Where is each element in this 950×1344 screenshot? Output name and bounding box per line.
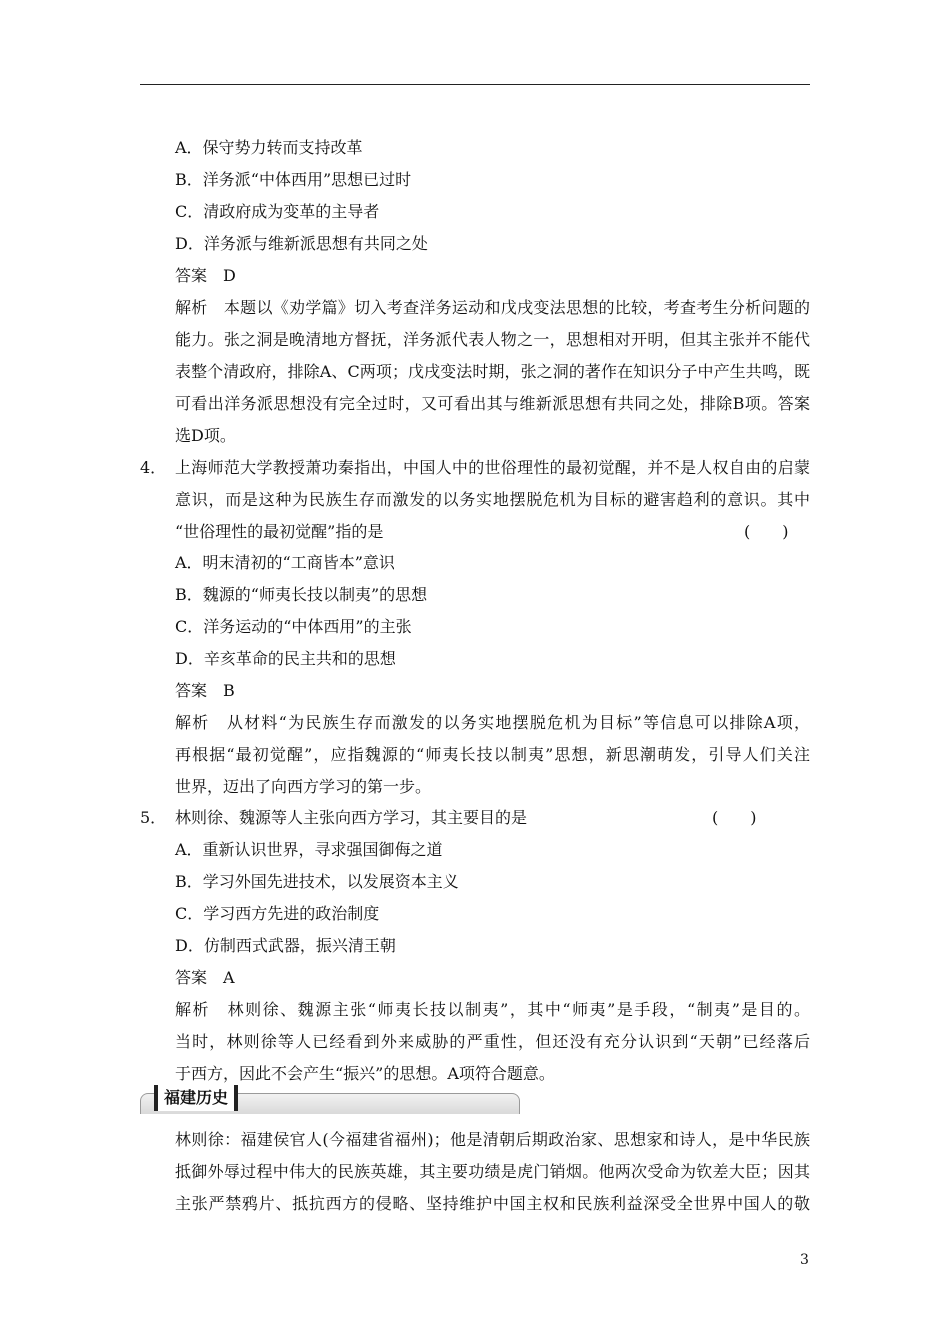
- q4-answer: 答案 B: [175, 681, 235, 700]
- q3-option-c: C．清政府成为变革的主导者: [175, 202, 380, 221]
- q5-option-c: C．学习西方先进的政治制度: [175, 904, 380, 923]
- q4-option-c: C．洋务运动的“中体西用”的主张: [175, 617, 412, 636]
- q4-answer-blank: ( ): [744, 522, 789, 541]
- fujian-body-line: 林则徐：福建侯官人(今福建省福州)；他是清朝后期政治家、思想家和诗人，是中华民族: [175, 1130, 810, 1149]
- q5-option-b: B．学习外国先进技术，以发展资本主义: [175, 872, 459, 891]
- q5-option-a: A．重新认识世界，寻求强国御侮之道: [175, 840, 443, 859]
- q4-analysis-line: 解析 从材料“为民族生存而激发的以务实地摆脱危机为目标”等信息可以排除A项，: [175, 713, 810, 732]
- q3-option-a: A．保守势力转而支持改革: [175, 138, 363, 157]
- q4-stem-line: 意识，而是这种为民族生存而激发的以务实地摆脱危机为目标的避害趋利的意识。其中: [175, 490, 810, 509]
- q5-analysis-line: 于西方，因此不会产生“振兴”的思想。A项符合题意。: [175, 1064, 555, 1083]
- q4-stem-line: “世俗理性的最初觉醒”指的是: [175, 522, 384, 541]
- header-rule: [140, 84, 810, 85]
- q5-number: 5．: [140, 808, 167, 827]
- fujian-body-line: 主张严禁鸦片、抵抗西方的侵略、坚持维护中国主权和民族利益深受全世界中国人的敬: [175, 1194, 810, 1213]
- q3-analysis-line: 解析 本题以《劝学篇》切入考查洋务运动和戊戌变法思想的比较，考查考生分析问题的: [175, 298, 810, 317]
- fujian-body-line: 抵御外辱过程中伟大的民族英雄，其主要功绩是虎门销烟。他两次受命为钦差大臣；因其: [175, 1162, 810, 1181]
- q4-stem-line: 上海师范大学教授萧功秦指出，中国人中的世俗理性的最初觉醒，并不是人权自由的启蒙: [175, 458, 810, 477]
- fujian-history-header: [140, 1085, 520, 1115]
- q4-number: 4．: [140, 458, 167, 477]
- q4-option-a: A．明末清初的“工商皆本”意识: [175, 553, 395, 572]
- q3-analysis-line: 选D项。: [175, 426, 236, 445]
- q3-option-b: B．洋务派“中体西用”思想已过时: [175, 170, 412, 189]
- section-title: 福建历史: [154, 1085, 238, 1111]
- q5-answer: 答案 A: [175, 968, 235, 987]
- page-number: 3: [800, 1252, 809, 1268]
- q3-analysis-line: 表整个清政府，排除A、C两项；戊戌变法时期，张之洞的著作在知识分子中产生共鸣，既: [175, 362, 810, 381]
- q5-analysis-line: 当时，林则徐等人已经看到外来威胁的严重性，但还没有充分认识到“天朝”已经落后: [175, 1032, 810, 1051]
- q4-option-d: D．辛亥革命的民主共和的思想: [175, 649, 396, 668]
- q3-analysis-line: 能力。张之洞是晚清地方督抚，洋务派代表人物之一，思想相对开明，但其主张并不能代: [175, 330, 810, 349]
- q5-answer-blank: ( ): [712, 808, 757, 827]
- q5-stem: 林则徐、魏源等人主张向西方学习，其主要目的是: [175, 808, 528, 827]
- q5-analysis-line: 解析 林则徐、魏源主张“师夷长技以制夷”，其中“师夷”是手段，“制夷”是目的。: [175, 1000, 810, 1019]
- q5-option-d: D．仿制西式武器，振兴清王朝: [175, 936, 396, 955]
- q3-analysis-line: 可看出洋务派思想没有完全过时，又可看出其与维新派思想有共同之处，排除B项。答案: [175, 394, 810, 413]
- q4-analysis-line: 世界，迈出了向西方学习的第一步。: [175, 777, 432, 796]
- q4-analysis-line: 再根据“最初觉醒”，应指魏源的“师夷长技以制夷”思想，新思潮萌发，引导人们关注: [175, 745, 810, 764]
- q4-option-b: B．魏源的“师夷长技以制夷”的思想: [175, 585, 428, 604]
- q3-answer: 答案 D: [175, 266, 236, 285]
- q3-option-d: D．洋务派与维新派思想有共同之处: [175, 234, 428, 253]
